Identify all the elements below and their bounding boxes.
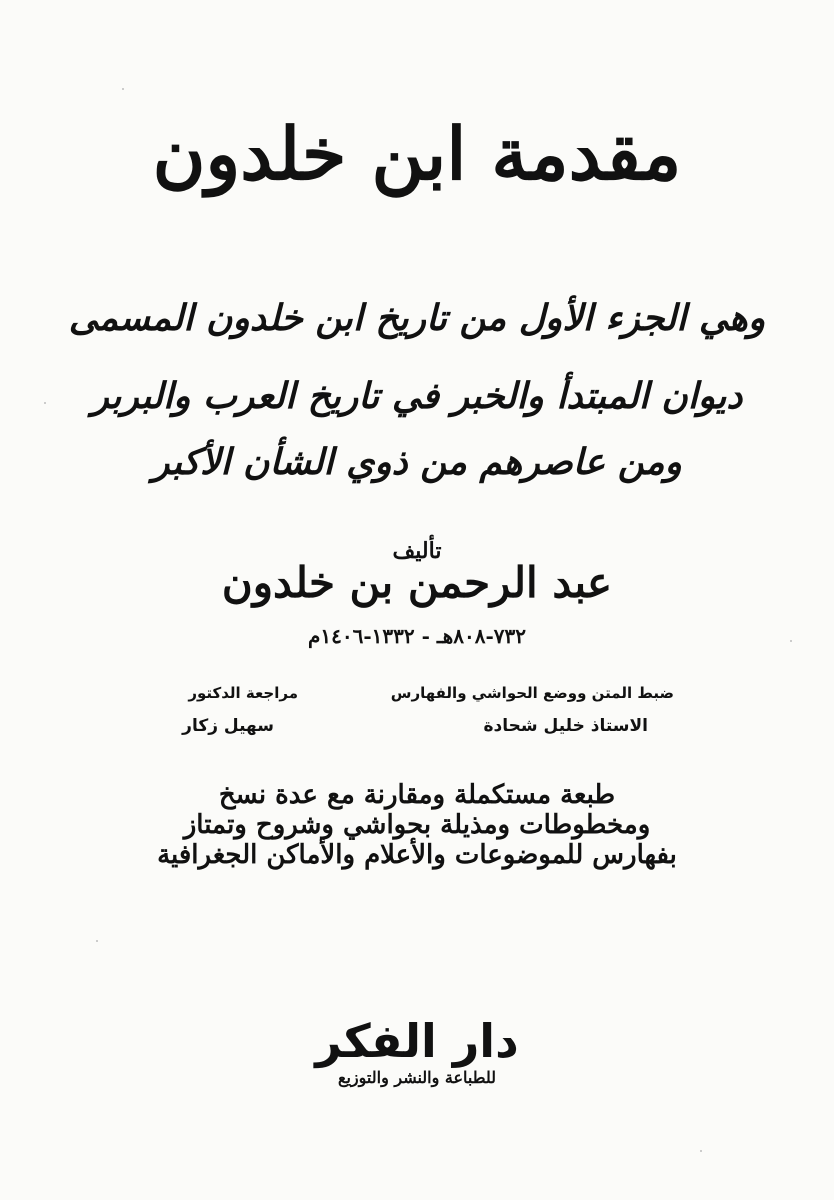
subtitle-line-2: ديوان المبتدأ والخبر في تاريخ العرب والبربر	[91, 375, 743, 417]
edition-line-1: طبعة مستكملة ومقارنة مع عدة نسخ	[218, 780, 616, 810]
author-dates: ٧٣٢-٨٠٨هـ - ١٣٣٢-١٤٠٦م	[307, 624, 527, 648]
subtitle-line-1: وهي الجزء الأول من تاريخ ابن خلدون المسمى	[68, 297, 766, 339]
scan-speck	[700, 1150, 702, 1152]
editor-name: الاستاذ خليل شحادة	[483, 716, 648, 736]
publisher-logo: دار الفكر	[315, 1014, 519, 1068]
subtitle-line-3: ومن عاصرهم من ذوي الشأن الأكبر	[152, 441, 682, 483]
scan-speck	[122, 88, 124, 90]
reviewer-label: مراجعة الدكتور	[188, 684, 298, 702]
edition-line-2: ومخطوطات ومذيلة بحواشي وشروح وتمتاز	[183, 810, 651, 840]
edition-note	[0, 780, 834, 870]
publisher-tagline: للطباعة والنشر والتوزيع	[337, 1068, 497, 1087]
authorship-label: تأليف	[392, 538, 442, 564]
reviewer-name: سهيل زكار	[182, 716, 274, 736]
editor-label: ضبط المتن ووضع الحواشي والفهارس	[390, 684, 674, 702]
author-name: عبد الرحمن بن خلدون	[221, 558, 613, 607]
scan-speck	[96, 940, 98, 942]
book-title: مقدمة ابن خلدون	[152, 111, 682, 196]
edition-line-3: بفهارس للموضوعات والأعلام والأماكن الجغرافية	[157, 840, 677, 870]
